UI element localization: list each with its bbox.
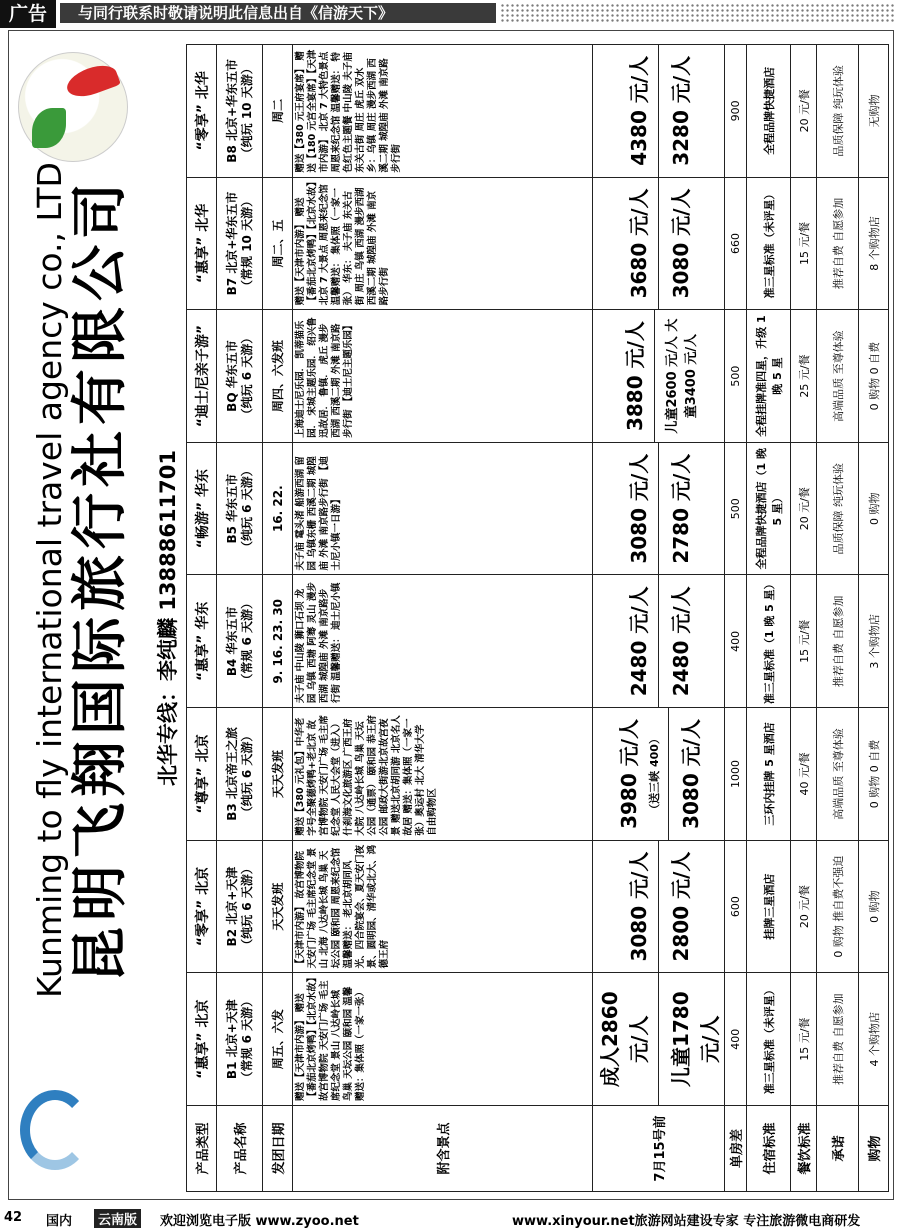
product-type: “迪士尼亲子游” xyxy=(187,310,217,443)
product-meal: 25 元/餐 xyxy=(791,310,817,443)
product-name: BQ 华东五市 xyxy=(224,340,239,412)
price-divider xyxy=(658,443,659,575)
price-divider xyxy=(668,708,669,840)
price-divider xyxy=(654,310,655,442)
price-divider xyxy=(658,576,659,708)
price-divider xyxy=(658,178,659,310)
route-table-wrap xyxy=(150,44,888,1192)
price-cell xyxy=(593,973,725,1106)
product-spots: 赠送【天津市内游】 赠送【番茄北京烤鸭】【北京水故】北京 7 大景点 周恩来纪念馆 温馨赠送： 集体照（一家一张） 华东： 夫子庙 东关古街 周庄 鸟镇 西湖 漫步西湖 西溪二期 城隍庙 外滩 南京路步行街 xyxy=(293,177,593,310)
product-type: “尊享” 北京 xyxy=(187,708,217,841)
row-shopping xyxy=(859,45,889,1192)
product-name-cell xyxy=(217,708,263,841)
banner-dot-pattern xyxy=(500,3,895,23)
product-type: “零享” 北华 xyxy=(187,45,217,178)
row-name xyxy=(217,45,263,1192)
product-shopping: 0 购物 xyxy=(859,442,889,575)
row-promise xyxy=(817,45,859,1192)
product-type: “惠享” 华东 xyxy=(187,575,217,708)
product-shopping: 无购物 xyxy=(859,45,889,178)
product-spots: 夫子庙 中山陵 狮口石坝 龙园 乌镇 西塘 阿骞 灵山 漫步西湖 城隍庙 外滩 南京路步行街 温馨赠送： 迪士尼小镇 xyxy=(293,575,593,708)
product-name-sub: （常规 6 天游） xyxy=(239,596,254,686)
product-spots: 夫子庙 鼋头渚 船游西湖 留园 乌镇东栅 西溪二期 城隍庙 外滩 南京路步行街 【迪士尼小镇一日游】 xyxy=(293,442,593,575)
row-label-spots: 附含景点 xyxy=(293,1106,593,1192)
price-child: 2780 元/人 xyxy=(669,453,693,564)
product-promise: 推荐自费 自愿参加 xyxy=(817,575,859,708)
price-child: 儿童1780 元/人 xyxy=(669,991,722,1088)
product-meal: 20 元/餐 xyxy=(791,840,817,973)
product-spots: 赠送【380 元礼包】中华老字号全聚德烤鸭+老北京 故宫博物院 天安门广场 毛主席纪念堂 人民大会堂（进入） 什刹海文化旅游区 广西王府大院 八达岭长城 鸟巢 天坛公园（通票） 颐和园 恭王府公园 邮政大街游北京故宫夜景 赠送北京胡同游 北京名人故居 赠送：集体照（一家一张）奥运村 北大 清华大学 自由购物区 xyxy=(293,708,593,841)
product-name-sub: （纯玩 10 天游） xyxy=(239,62,254,160)
row-dates xyxy=(263,45,293,1192)
price-child: 3080 元/人 xyxy=(679,718,703,829)
price-child: 2800 元/人 xyxy=(669,851,693,962)
product-name-cell xyxy=(217,973,263,1106)
company-name-en: Kunming to fly international travel agency co., LTD xyxy=(30,162,69,998)
company-name-cn: 昆明飞翔国际旅行社有限公司 xyxy=(68,177,133,983)
row-price xyxy=(593,45,725,1192)
product-single: 500 xyxy=(725,310,747,443)
product-single: 400 xyxy=(725,973,747,1106)
footer-site: 欢迎浏览电子版 www.zyoo.net xyxy=(160,1214,359,1229)
product-name-sub: （纯玩 6 天游） xyxy=(239,331,254,421)
row-label-hotel: 住宿标准 xyxy=(747,1106,791,1192)
price-cell xyxy=(593,310,725,443)
product-meal: 15 元/餐 xyxy=(791,575,817,708)
product-meal: 15 元/餐 xyxy=(791,973,817,1106)
price-divider xyxy=(658,973,659,1105)
product-single: 660 xyxy=(725,177,747,310)
product-dates: 周二 xyxy=(263,45,293,178)
product-promise: 品质保障 纯玩体验 xyxy=(817,442,859,575)
product-single: 1000 xyxy=(725,708,747,841)
price-cell xyxy=(593,45,725,178)
product-spots: 赠送【380 元王府宴席】 赠送【180 元宫全宴席】【天津市内游】 北京 7 大特色景点 周恩来纪念馆 温馨赠送： 特色红色主题餐 中山陵 夫子庙 东关古街 周庄 虎丘 双水乡：乌镇 周庄 漫步西湖 西溪二期 城隍庙 外滩 南京路步行街 xyxy=(293,45,593,178)
price-child: 3280 元/人 xyxy=(669,55,693,166)
ad-tag: 广告 xyxy=(0,0,56,28)
product-promise: 高端品质 至尊体验 xyxy=(817,708,859,841)
footer-section: 国内 xyxy=(46,1214,73,1229)
product-shopping: 0 购物 0 自费 xyxy=(859,708,889,841)
product-spots: 赠送【天津市内游】 赠送【番茄北京烤鸭】【北京水故】故宫博物院 天安门广场 毛主席纪念堂 景山 八达岭长城 鸟巢 天坛公园 颐和园 温馨赠送：集体照（一家一张） xyxy=(293,973,593,1106)
brand-logo-icon xyxy=(14,48,132,166)
price-cell xyxy=(593,177,725,310)
price-adult: 3880 元/人 xyxy=(622,321,647,432)
company-logo-icon xyxy=(14,1030,134,1190)
price-cell xyxy=(593,840,725,973)
product-meal: 20 元/餐 xyxy=(791,45,817,178)
product-type: “零享” 北京 xyxy=(187,840,217,973)
product-shopping: 0 购物 0 自费 xyxy=(859,310,889,443)
row-label-shopping: 购物 xyxy=(859,1106,889,1192)
price-adult: 2480 元/人 xyxy=(627,586,651,697)
product-promise: 推荐自费 自愿参加 xyxy=(817,177,859,310)
product-dates: 周五、六发 xyxy=(263,973,293,1106)
product-shopping: 3 个购物店 xyxy=(859,575,889,708)
product-promise: 推荐自费 自愿参加 xyxy=(817,973,859,1106)
product-shopping: 0 购物 xyxy=(859,840,889,973)
product-promise: 品质保障 纯玩体验 xyxy=(817,45,859,178)
product-name: B3 北京帝王之旅 xyxy=(224,727,239,821)
price-adult: 3080 元/人 xyxy=(627,851,651,962)
row-label-promise: 承诺 xyxy=(817,1106,859,1192)
product-name: B5 华东五市 xyxy=(224,473,239,544)
product-type: “畅游” 华东 xyxy=(187,442,217,575)
row-hotel xyxy=(747,45,791,1192)
product-shopping: 4 个购物店 xyxy=(859,973,889,1106)
product-hotel: 三环内挂牌 5 星酒店 xyxy=(747,708,791,841)
row-label-type: 产品类型 xyxy=(187,1106,217,1192)
product-name-cell xyxy=(217,575,263,708)
price-adult: 4380 元/人 xyxy=(627,55,651,166)
product-name-sub: （纯玩 6 天游） xyxy=(239,729,254,819)
price-child: 儿童2600 元/人 大童3400 元/人 xyxy=(664,318,699,434)
price-cell xyxy=(593,442,725,575)
hotline: 北华专线：李纯麟 13888611701 xyxy=(156,449,180,787)
product-name-sub: （纯玩 6 天游） xyxy=(239,862,254,951)
product-single: 400 xyxy=(725,575,747,708)
price-cell xyxy=(593,575,725,708)
product-promise: 0 购物 推自费不强迫 xyxy=(817,840,859,973)
row-label-name: 产品名称 xyxy=(217,1106,263,1192)
product-promise: 高端品质 至尊体验 xyxy=(817,310,859,443)
product-dates: 天天发班 xyxy=(263,708,293,841)
product-hotel: 准三星标准（未评星） xyxy=(747,973,791,1106)
product-hotel: 全程品牌快捷酒店 xyxy=(747,45,791,178)
price-adult: 3680 元/人 xyxy=(627,188,651,299)
product-dates: 16. 22. xyxy=(263,442,293,575)
footer-right-text: www.xinyour.net旅游网站建设专家 专注旅游微电商研发 xyxy=(512,1214,861,1229)
price-adult-note: （送三峡 400） xyxy=(648,733,661,815)
product-name-cell xyxy=(217,177,263,310)
price-adult: 3980 元/人 xyxy=(617,718,641,829)
row-label-price: 7月15号前 xyxy=(593,1106,725,1192)
product-single: 600 xyxy=(725,840,747,973)
product-single: 900 xyxy=(725,45,747,178)
product-meal: 20 元/餐 xyxy=(791,442,817,575)
product-name-sub: （纯玩 6 天游） xyxy=(239,464,254,554)
ad-notice: 与同行联系时敬请说明此信息出自《信游天下》 xyxy=(60,3,496,23)
company-name-block xyxy=(30,150,133,1010)
price-child: 2480 元/人 xyxy=(669,586,693,697)
product-hotel: 准三星标准（未评星） xyxy=(747,177,791,310)
product-hotel: 挂牌三星酒店 xyxy=(747,840,791,973)
product-name-cell xyxy=(217,45,263,178)
price-divider xyxy=(658,45,659,177)
product-hotel: 全程品牌快捷酒店（1 晚 5 星） xyxy=(747,442,791,575)
product-hotel: 准三星标准（1 晚 5 星） xyxy=(747,575,791,708)
product-spots: 【天津市内游】 故宫博物院 天安门广场 毛主席纪念堂 景山 北海 八达岭长城 鸟巢 天坛公园 颐和园 周恩来纪念馆 温馨赠送： 老北京胡同风光、四合院宴会、夏天安门夜景、圆明园、清华或北大、鸿德王府 xyxy=(293,840,593,973)
price-adult: 3080 元/人 xyxy=(627,453,651,564)
product-dates: 天天发班 xyxy=(263,840,293,973)
product-single: 500 xyxy=(725,442,747,575)
product-type: “惠享” 北京 xyxy=(187,973,217,1106)
row-spots xyxy=(293,45,593,1192)
product-name-cell xyxy=(217,442,263,575)
product-type: “惠享” 北华 xyxy=(187,177,217,310)
price-divider xyxy=(658,841,659,973)
product-shopping: 8 个购物店 xyxy=(859,177,889,310)
row-single xyxy=(725,45,747,1192)
product-dates: 周二、五 xyxy=(263,177,293,310)
row-label-dates: 发团日期 xyxy=(263,1106,293,1192)
product-name-cell xyxy=(217,310,263,443)
row-label-single: 单房差 xyxy=(725,1106,747,1192)
product-name-sub: （常规 6 天游） xyxy=(239,994,254,1084)
row-label-meal: 餐饮标准 xyxy=(791,1106,817,1192)
product-dates: 9. 16. 23. 30 xyxy=(263,575,293,708)
price-child: 3080 元/人 xyxy=(669,188,693,299)
footer-edition: 云南版 xyxy=(94,1209,141,1228)
product-spots: 上海迪士尼乐园． 凯蒂猫乐园． 宋城主题乐园． 绍兴鲁迅故居． 鲁镇． 虎丘 漫步西湖 西溪二期 外滩 南京路步行街 【迪士尼主题乐园】 xyxy=(293,310,593,443)
product-name: B7 北京+华东五市 xyxy=(224,191,239,296)
product-dates: 周四、六发班 xyxy=(263,310,293,443)
product-name: B4 华东五市 xyxy=(224,606,239,677)
product-name: B8 北京+华东五市 xyxy=(224,58,239,163)
route-table xyxy=(186,44,889,1192)
product-name-cell xyxy=(217,840,263,973)
ad-banner xyxy=(0,0,900,28)
row-type xyxy=(187,45,217,1192)
price-cell xyxy=(593,708,725,841)
product-meal: 40 元/餐 xyxy=(791,708,817,841)
product-hotel: 全程挂牌准四星，升级 1 晚 5 星 xyxy=(747,310,791,443)
page-number: 42 xyxy=(4,1210,23,1225)
row-meal xyxy=(791,45,817,1192)
product-meal: 15 元/餐 xyxy=(791,177,817,310)
price-adult: 成人2860 元/人 xyxy=(598,991,651,1088)
product-name-sub: （常规 10 天游） xyxy=(239,194,254,292)
page-footer xyxy=(0,1206,900,1228)
product-name: B2 北京+天津 xyxy=(224,866,239,947)
product-name: B1 北京+天津 xyxy=(224,999,239,1080)
